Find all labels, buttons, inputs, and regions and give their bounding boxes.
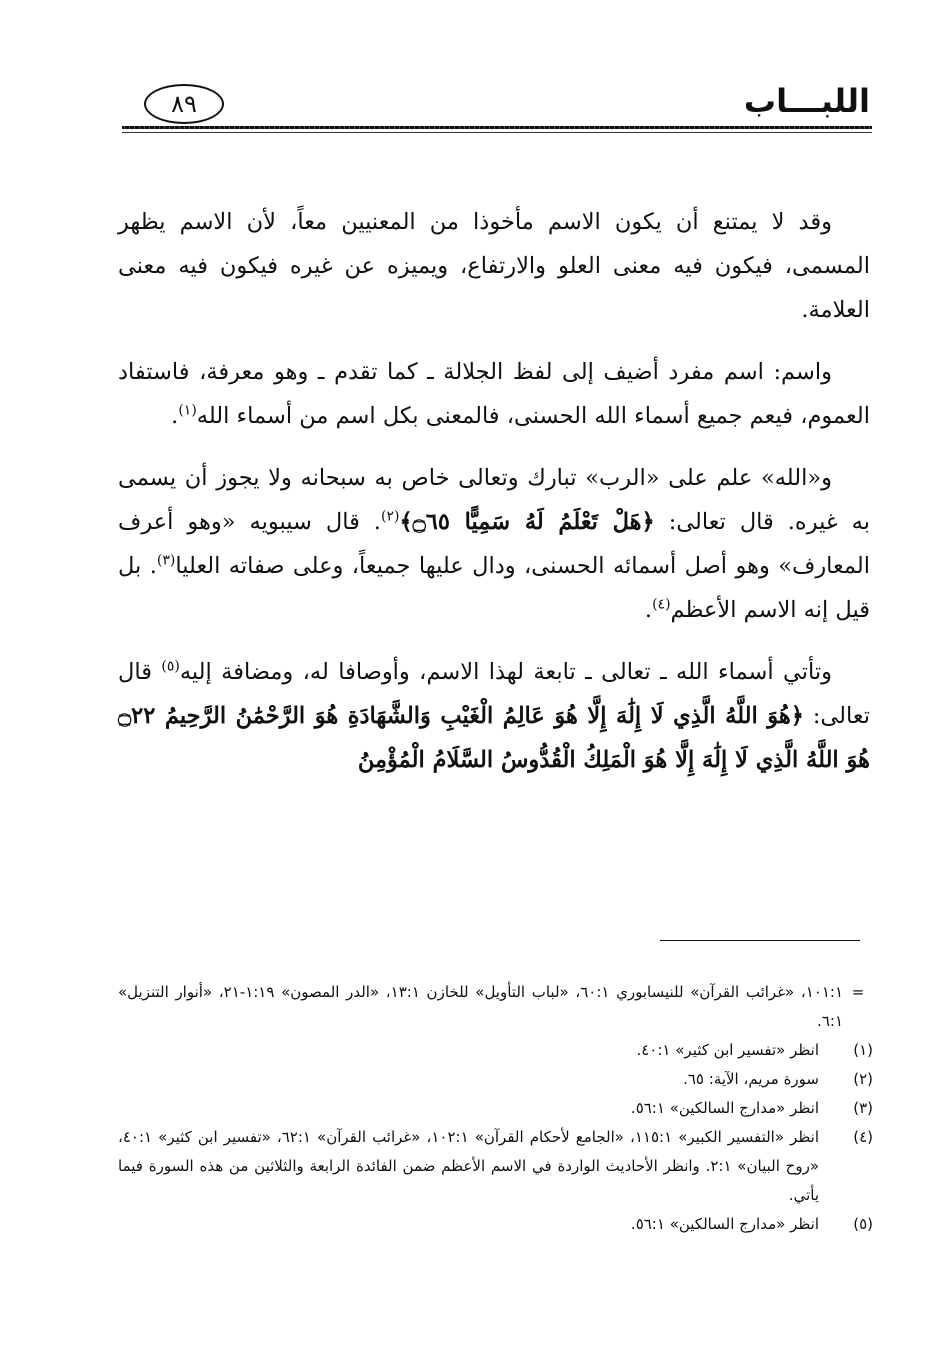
footnote-2 (118, 1065, 873, 1094)
continuation-text: ١٠١:١، «غرائب القرآن» للنيسابوري ٦٠:١، «لباب التأويل» للخازن ١٣:١، «الدر المصون» ١:١٩-٢١، «أنوار التنزيل» ٦:١. (118, 983, 843, 1030)
header-rule-thin (122, 132, 872, 133)
quran-verse-2: ﴿هُوَ اللَّهُ الَّذِي لَا إِلَٰهَ إِلَّا هُوَ عَالِمُ الْغَيْبِ وَالشَّهَادَةِ هُوَ الرَّحْمَٰنُ الرَّحِيمُ ۝٢٢ هُوَ اللَّهُ الَّذِي لَا إِلَٰهَ إِلَّا هُوَ الْمَلِكُ الْقُدُّوسُ السَّلَامُ الْمُؤْمِنُ (118, 703, 870, 773)
paragraph-3-part-2: . قال سيبويه «وهو أعرف المعارف» وهو أصل أسمائه الحسنى، ودال عليها جميعاً، وعلى صفاته العليا (118, 509, 871, 579)
footnote-number: (٤) (853, 1128, 873, 1146)
paragraph-4-part-2: قال تعالى: (118, 659, 870, 729)
footnote-number: (٢) (853, 1070, 873, 1088)
footnote-text: انظر «مدارج السالكين» ٥٦:١. (630, 1099, 819, 1117)
quran-verse-1: ﴿هَلْ تَعْلَمُ لَهُ سَمِيًّا ۝٦٥﴾ (399, 509, 655, 535)
footnote-number: (٣) (853, 1099, 873, 1117)
footnote-text: انظر «مدارج السالكين» ٥٦:١. (630, 1215, 819, 1233)
footnote-ref-1[interactable]: (١) (178, 402, 197, 419)
footnote-number: (١) (853, 1041, 873, 1059)
header-rule (122, 126, 872, 129)
footnote-text: انظر «التفسير الكبير» ١١٥:١، «الجامع لأحكام القرآن» ١٠٢:١، «غرائب القرآن» ٦٢:١، «تفسير ابن كثير» ٤٠:١، «روح البيان» ٢:١. وانظر الأحاديث الواردة في الاسم الأعظم ضمن الفائدة الرابعة والثلاثين من هذه السورة فيما يأتي. (118, 1128, 820, 1204)
main-text (118, 200, 870, 800)
paragraph-4 (118, 650, 870, 782)
footnote-ref-4[interactable]: (٤) (652, 596, 671, 613)
paragraph-2-end: . (171, 403, 179, 429)
paragraph-3-part-1: و«الله» علم على «الرب» تبارك وتعالى خاص به سبحانه ولا يجوز أن يسمى به غيره. قال تعالى: (118, 465, 870, 535)
footnote-5 (118, 1210, 873, 1239)
running-header (122, 78, 872, 128)
footnote-number: (٥) (853, 1215, 873, 1233)
paragraph-3 (118, 456, 870, 632)
footnote-ref-5[interactable]: (٥) (161, 658, 180, 675)
header-title: اللبـــاب (743, 82, 870, 120)
paragraph-1-text: وقد لا يمتنع أن يكون الاسم مأخوذا من المعنيين معاً، لأن الاسم يظهر المسمى، فيكون فيه معنى العلو والارتفاع، ويميزه عن غيره فيكون فيه معنى العلامة. (118, 209, 870, 323)
footnote-text: انظر «تفسير ابن كثير» ٤٠:١. (636, 1041, 819, 1059)
footnote-ref-3[interactable]: (٣) (156, 552, 176, 569)
footnote-ref-2[interactable]: (٢) (380, 508, 400, 525)
footnote-4 (118, 1123, 873, 1210)
paragraph-4-part-1: وتأتي أسماء الله ـ تعالى ـ تابعة لهذا الاسم، وأوصافا له، ومضافة إليه (179, 659, 832, 685)
page-number: ٨٩ (144, 84, 224, 124)
footnote-3 (118, 1094, 873, 1123)
paragraph-3-part-3: . بل قيل إنه الاسم الأعظم (118, 553, 870, 623)
footnote-continuation (118, 978, 873, 1036)
paragraph-2-text: واسم: اسم مفرد أضيف إلى لفظ الجلالة ـ كما تقدم ـ وهو معرفة، فاستفاد العموم، فيعم جميع أسماء الله الحسنى، فالمعنى بكل اسم من أسماء الله (118, 359, 870, 429)
continuation-mark: = (851, 983, 865, 1001)
paragraph-3-end: . (644, 597, 653, 623)
footnotes (118, 978, 873, 1239)
footnote-1 (118, 1036, 873, 1065)
footnote-separator (660, 940, 860, 941)
footnote-text: سورة مريم، الآية: ٦٥. (683, 1070, 819, 1088)
paragraph-1 (118, 200, 870, 332)
paragraph-2 (118, 350, 870, 438)
